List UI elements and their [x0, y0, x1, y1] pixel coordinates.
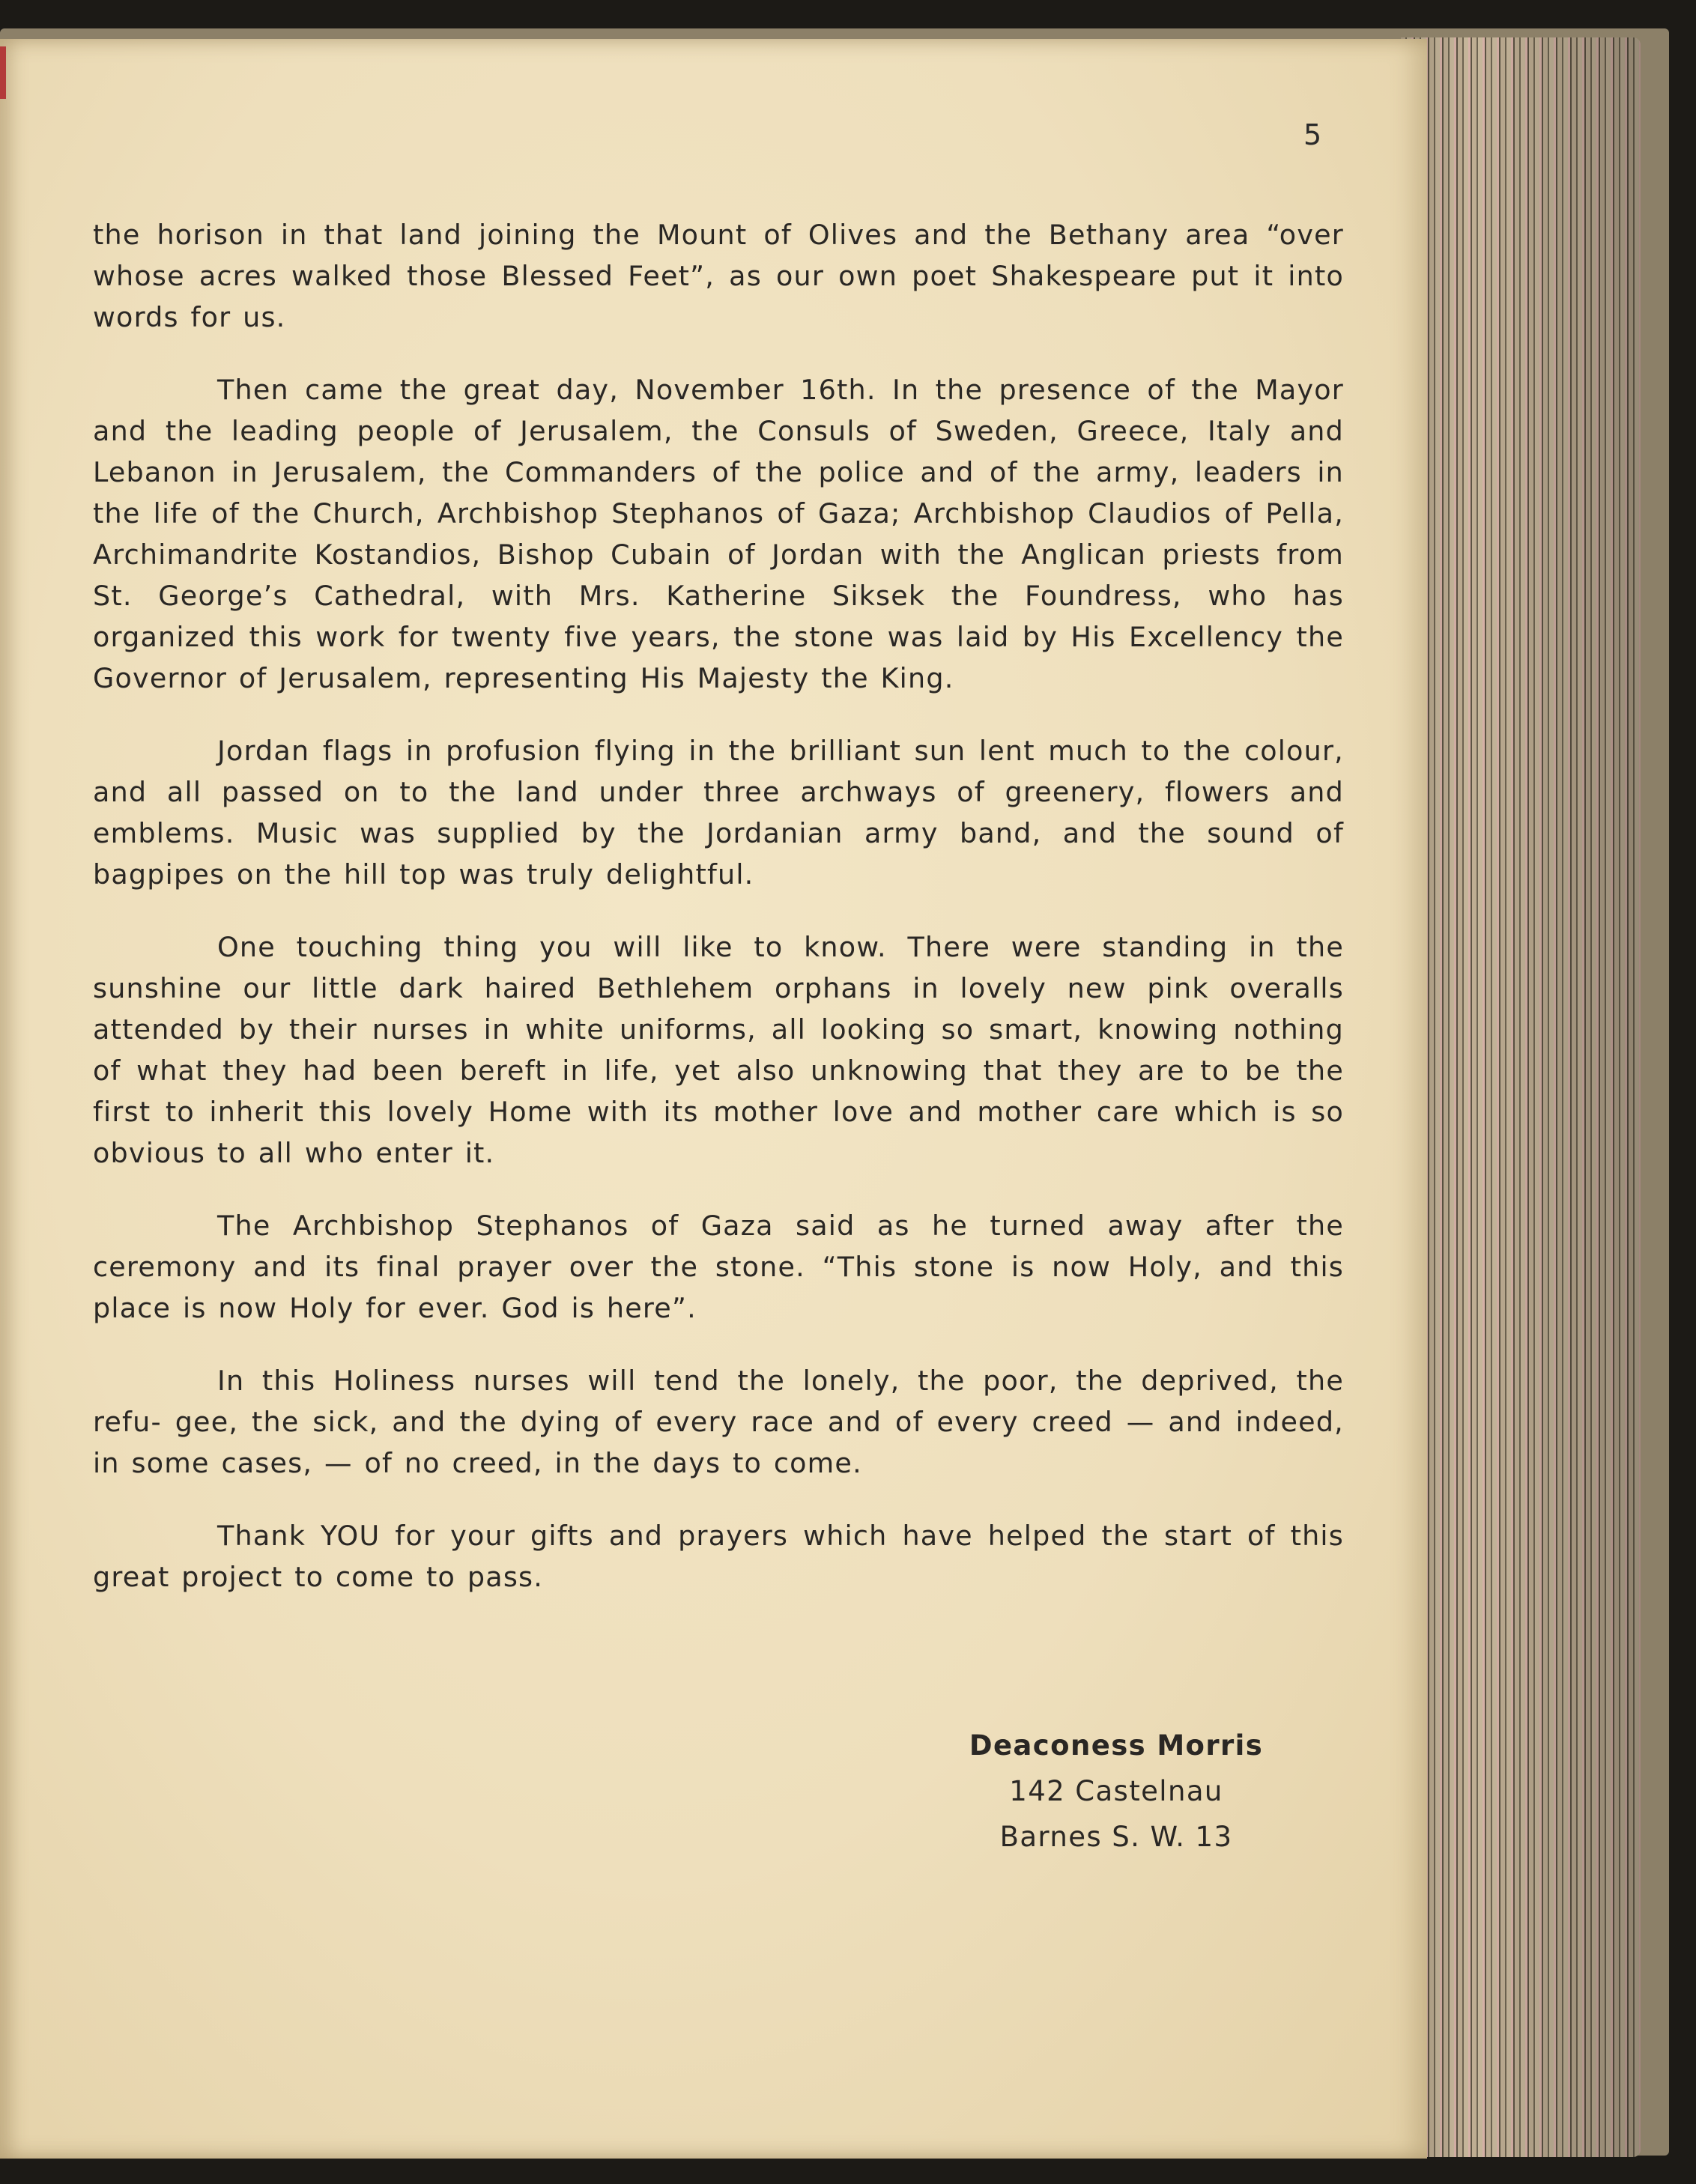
- body-text: [93, 214, 1344, 1629]
- binding-mark: [0, 46, 6, 99]
- paragraph-3: Jordan flags in profusion flying in the brilliant sun lent much to the colour, and all passed on to the land under three archways of greenery, flowers and emblems. Music was supplied by the Jordanian army band, and the sound of bagpipes on the hill top was truly delightful.: [93, 735, 1344, 891]
- paragraph-6: In this Holiness nurses will tend the lonely, the poor, the deprived, the refu- gee, the sick, and the dying of every race and of every creed — and indeed, in some cases, — of no creed, in the days to come.: [93, 1365, 1344, 1479]
- signature-address-line-2: Barnes S. W. 13: [999, 1821, 1233, 1853]
- signature-address-line-1: 142 Castelnau: [1009, 1775, 1223, 1807]
- page-number: 5: [1303, 118, 1322, 151]
- paragraph-5: The Archbishop Stephanos of Gaza said as he turned away after the ceremony and its final prayer over the stone. “This stone is now Holy, and this place is now Holy for ever. God is here”.: [93, 1210, 1344, 1324]
- paragraph-1: the horison in that land joining the Mount of Olives and the Bethany area “over whose acres walked those Blessed Feet”, as our own poet Shakespeare put it into words for us.: [93, 219, 1344, 333]
- signature-block: [929, 1723, 1303, 1860]
- paragraph-7: Thank YOU for your gifts and prayers which have helped the start of this great project to come to pass.: [93, 1520, 1344, 1593]
- page-edges-shade: [1401, 37, 1641, 2157]
- signature-name: Deaconess Morris: [969, 1729, 1264, 1762]
- paragraph-4: One touching thing you will like to know. There were standing in the sunshine our little dark haired Bethlehem orphans in lovely new pink overalls attended by their nurses in white uniforms, all looking so smart, knowing nothing of what they had been bereft in life, yet also unknowing that they are to be the first to inherit this lovely Home with its mother love and mother care which is so obvious to all who enter it.: [93, 931, 1344, 1169]
- paragraph-2: Then came the great day, November 16th. In the presence of the Mayor and the leading people of Jerusalem, the Consuls of Sweden, Greece, Italy and Lebanon in Jerusalem, the Commanders of the police and of the army, leaders in the life of the Church, Archbishop Stephanos of Gaza; Archbishop Claudios of Pella, Archimandrite Kostandios, Bishop Cubain of Jordan with the Anglican priests from St. George’s Cathedral, with Mrs. Katherine Siksek the Foundress, who has organized this work for twenty five years, the stone was laid by His Excellency the Governor of Jerusalem, representing His Majesty the King.: [93, 374, 1344, 694]
